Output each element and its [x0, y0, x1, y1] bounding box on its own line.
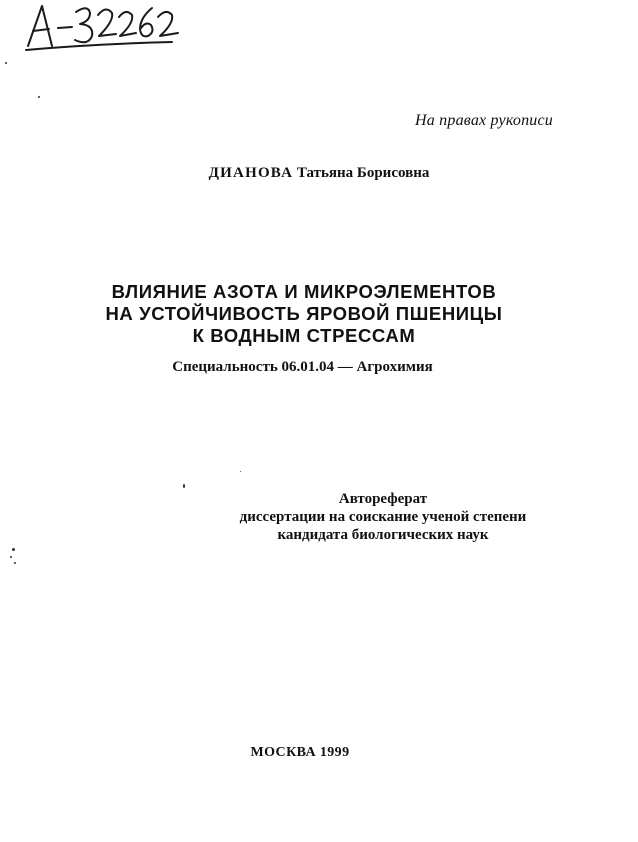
scan-speck — [10, 556, 12, 558]
scan-speck — [183, 484, 185, 488]
specialty-line: Специальность 06.01.04 — Агрохимия — [172, 359, 433, 375]
title-line: НА УСТОЙЧИВОСТЬ ЯРОВОЙ ПШЕНИЦЫ — [105, 303, 503, 324]
abstract-line: кандидата биологических наук — [277, 527, 489, 543]
city-year: МОСКВА 1999 — [250, 745, 350, 760]
dissertation-title — [0, 281, 608, 347]
abstract-description — [218, 490, 548, 544]
title-line: К ВОДНЫМ СТРЕССАМ — [192, 325, 416, 346]
scan-speck — [38, 96, 40, 98]
author-surname: ДИАНОВА — [208, 165, 294, 181]
scan-speck — [12, 548, 15, 551]
scan-speck — [5, 62, 7, 64]
title-line: ВЛИЯНИЕ АЗОТА И МИКРОЭЛЕМЕНТОВ — [111, 281, 497, 302]
handwritten-inventory-mark — [22, 0, 182, 55]
author-name — [0, 165, 638, 182]
abstract-line: диссертации на соискание ученой степени — [239, 509, 527, 525]
scan-speck — [14, 562, 16, 564]
rights-note: На правах рукописи — [415, 112, 553, 129]
author-given-names: Татьяна Борисовна — [296, 165, 430, 181]
scan-speck — [240, 471, 241, 472]
abstract-line: Автореферат — [338, 491, 428, 507]
